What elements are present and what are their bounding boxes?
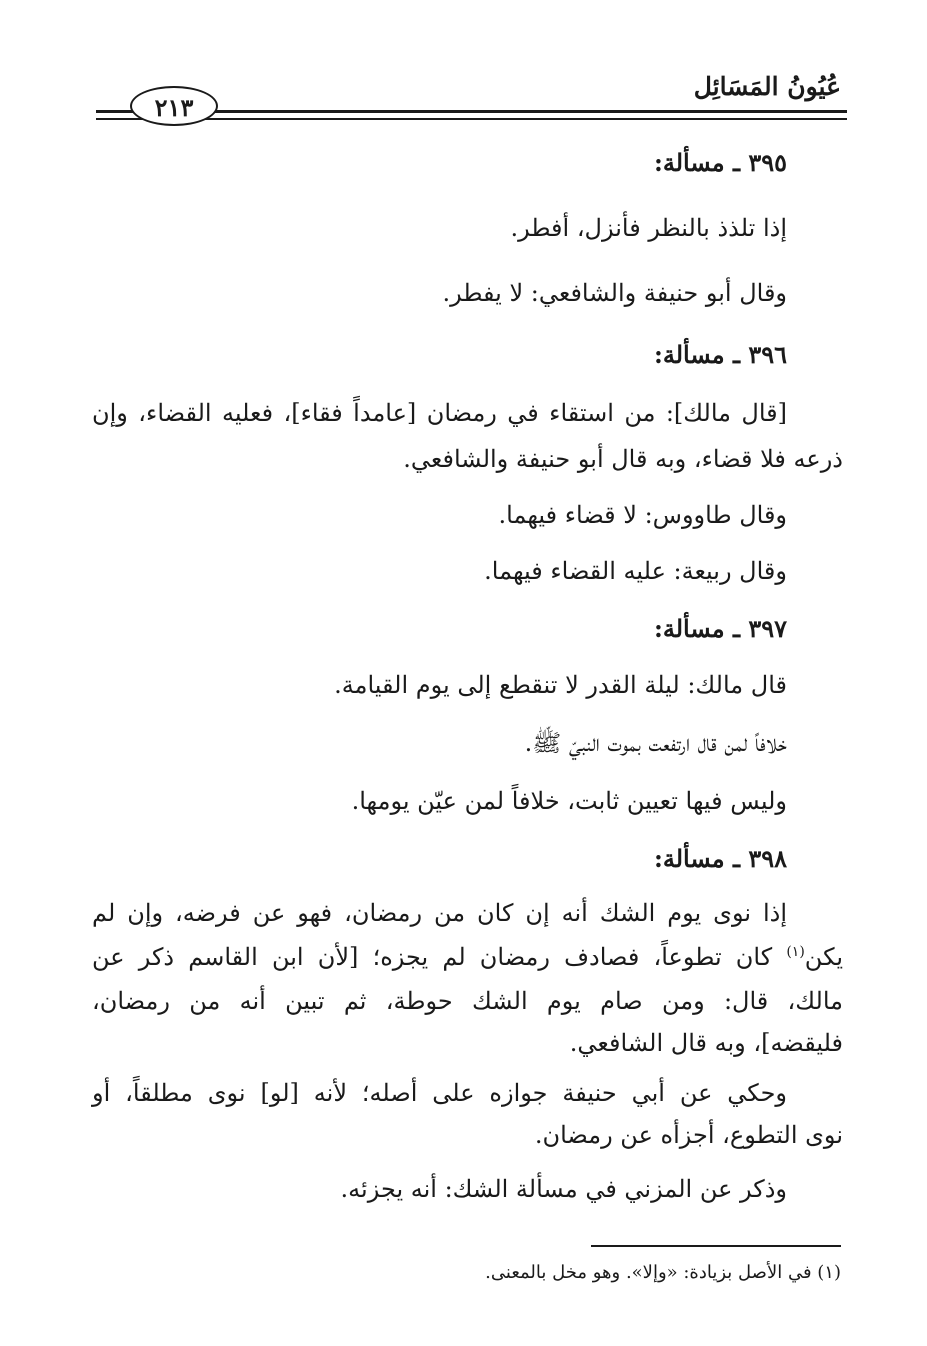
text-line: وقال طاووس: لا قضاء فيهما.: [498, 501, 787, 529]
issue-heading-396: ٣٩٦ ـ مسألة:: [653, 340, 787, 369]
footnote: (١) في الأصل بزيادة: «وإلا». وهو مخل بالمعنى.: [485, 1262, 841, 1283]
text-line: فليقضه]، وبه قال الشافعي.: [569, 1029, 843, 1057]
footnote-reference: (١): [786, 944, 805, 960]
footnote-rule: [591, 1245, 841, 1247]
text-line: ذرعه فلا قضاء، وبه قال أبو حنيفة والشافعي.: [403, 445, 843, 473]
book-title: عُيُونُ المَسَائِل: [693, 72, 841, 101]
text-line: يكن$^{(١)}$ كان تطوعاً، فصادف رمضان لم يجزه؛ [لأن ابن القاسم ذكر عن: [92, 943, 843, 971]
text-line: [قال مالك]: من استقاء في رمضان [عامداً فقاء]، فعليه القضاء، وإن: [92, 399, 787, 427]
text-line: إذا نوى يوم الشك أنه إن كان من رمضان، فهو عن فرضه، وإن لم: [92, 899, 787, 927]
page-number: ٢١٣: [130, 86, 218, 126]
text-line: إذا تلذذ بالنظر فأنزل، أفطر.: [510, 214, 787, 242]
text-line: وليس فيها تعيين ثابت، خلافاً لمن عيّن يومها.: [351, 787, 787, 815]
text-line: وذكر عن المزني في مسألة الشك: أنه يجزئه.: [340, 1175, 787, 1203]
text-line: وقال أبو حنيفة والشافعي: لا يفطر.: [442, 279, 787, 307]
text-line: خلافاً لمن قال ارتفعت بموت النبيّ ﷺ.: [524, 729, 787, 757]
text-line: مالك، قال: ومن صام يوم الشك حوطة، ثم تبين أنه من رمضان،: [92, 987, 843, 1015]
text-line: نوى التطوع، أجزأه عن رمضان.: [534, 1121, 843, 1149]
text-line: وحكي عن أبي حنيفة جوازه على أصله؛ لأنه [لو] نوى مطلقاً، أو: [92, 1079, 787, 1107]
issue-heading-398: ٣٩٨ ـ مسألة:: [653, 844, 787, 873]
text-line: وقال ربيعة: عليه القضاء فيهما.: [484, 557, 787, 585]
issue-heading-397: ٣٩٧ ـ مسألة:: [653, 614, 787, 643]
issue-heading-395: ٣٩٥ ـ مسألة:: [653, 148, 787, 177]
text-line: قال مالك: ليلة القدر لا تنقطع إلى يوم القيامة.: [334, 671, 787, 699]
